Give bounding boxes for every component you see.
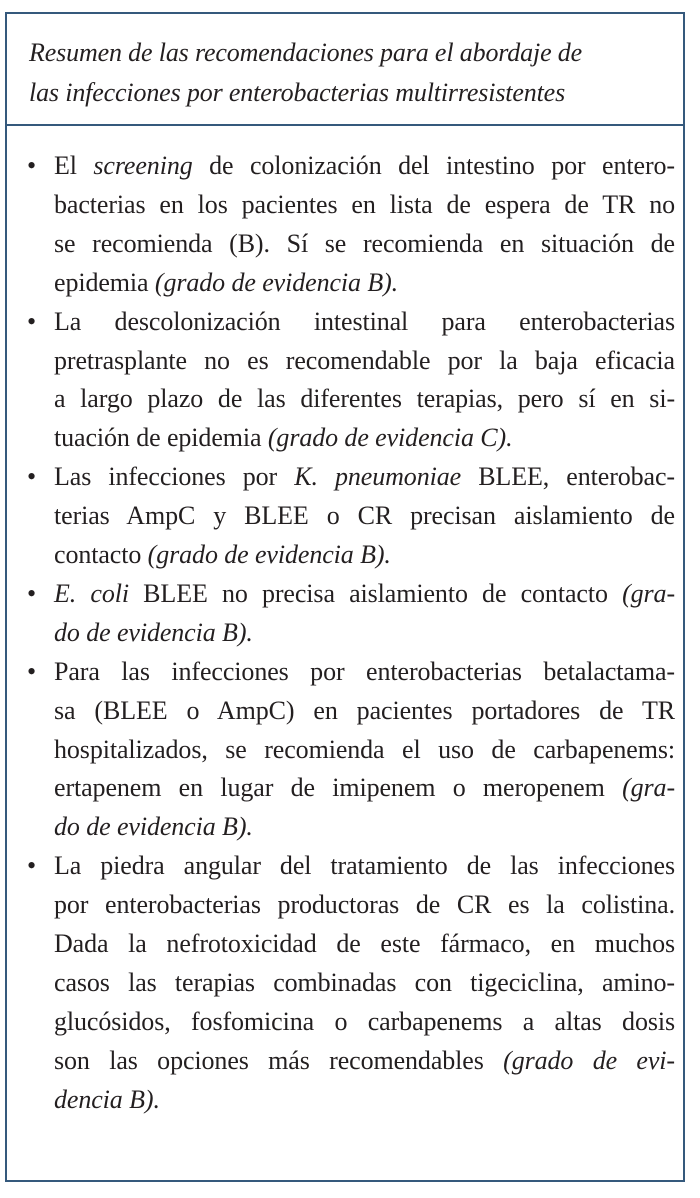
recommendation-line [54, 578, 675, 608]
box-title-line-1: Resumen de las recomendaciones para el abordaje de [29, 38, 583, 67]
recommendation-line [54, 306, 675, 336]
box-title-line-2: las infecciones por enterobacterias multirresistentes [29, 78, 566, 107]
bullet-marker: • [27, 578, 37, 608]
recommendation-line [54, 1045, 675, 1075]
recommendation-line [54, 542, 391, 568]
body-text: Para las infecciones por enterobacterias betalactama- [54, 656, 675, 686]
recommendation-line [54, 1084, 160, 1114]
body-text: bacterias en los pacientes en lista de espera de TR no [54, 189, 675, 219]
body-text: La descolonización intestinal para enterobacterias [54, 306, 675, 336]
recommendation-line [54, 967, 675, 997]
body-text: por enterobacterias productoras de CR es la colistina. [54, 890, 675, 920]
emphasis-text: do de evidencia B). [54, 617, 253, 647]
recommendation-line [54, 814, 253, 840]
recommendation-line [54, 775, 675, 801]
body-text: La piedra angular del tratamiento de las infecciones [54, 851, 675, 881]
body-text: epidemia [54, 267, 155, 297]
emphasis-text: (grado de evidencia B). [147, 540, 391, 569]
recommendation-line [54, 931, 675, 957]
body-text: pretrasplante no es recomendable por la baja eficacia [54, 345, 675, 375]
emphasis-text: (grado de evidencia B). [154, 267, 399, 297]
emphasis-text: (grado de evi- [503, 1045, 675, 1075]
emphasis-text: K. pneumoniae [294, 462, 462, 492]
recommendation-line [54, 695, 675, 725]
recommendation-line [54, 153, 675, 179]
body-text: BLEE no precisa aislamiento de contacto [128, 578, 623, 608]
body-text: tuación de epidemia [54, 423, 268, 453]
body-text: se recomienda (B). Sí se recomienda en situación de [54, 228, 675, 258]
recommendation-line [54, 1006, 675, 1036]
recommendations-box [5, 12, 685, 1182]
recommendation-line [54, 345, 675, 375]
bullet-marker: • [27, 306, 37, 336]
bullet-marker: • [27, 851, 37, 881]
emphasis-text: (gra- [622, 773, 675, 803]
bullet-marker: • [27, 462, 37, 492]
body-text: de colonización del intestino por entero- [192, 151, 675, 180]
recommendation-line [54, 617, 253, 647]
recommendation-line [54, 189, 675, 219]
recommendation-line [54, 734, 675, 764]
emphasis-text: screening [93, 151, 193, 180]
recommendation-line [54, 503, 675, 529]
body-text: Las infecciones por [54, 462, 295, 492]
body-text: El [54, 151, 94, 180]
recommendation-line [54, 464, 675, 490]
recommendation-line [54, 267, 399, 297]
body-text: a largo plazo de las diferentes terapias, pero sí en si- [54, 384, 675, 414]
bullet-marker: • [27, 656, 37, 686]
body-text: ertapenem en lugar de imipenem o meropenem [54, 773, 623, 803]
emphasis-text: E. coli [54, 578, 129, 608]
recommendation-line [54, 853, 675, 879]
emphasis-text: (gra- [622, 578, 675, 608]
recommendation-line [54, 892, 675, 918]
recommendations-list [7, 14, 683, 1180]
recommendation-line [54, 425, 512, 451]
body-text: hospitalizados, se recomienda el uso de carbapenems: [54, 734, 675, 764]
bullet-marker: • [27, 151, 37, 180]
body-text: glucósidos, fosfomicina o carbapenems a altas dosis [54, 1006, 675, 1036]
emphasis-text: do de evidencia B). [54, 812, 253, 842]
body-text: son las opciones más recomendables [54, 1045, 504, 1075]
body-text: contacto [54, 540, 148, 569]
recommendation-line [54, 656, 675, 686]
recommendation-line [54, 386, 675, 412]
recommendation-line [54, 228, 675, 258]
body-text: BLEE, enterobac- [461, 462, 675, 492]
emphasis-text: (grado de evidencia C). [267, 423, 513, 453]
body-text: Dada la nefrotoxicidad de este fármaco, en muchos [54, 929, 675, 958]
emphasis-text: dencia B). [54, 1084, 160, 1114]
body-text: sa (BLEE o AmpC) en pacientes portadores de TR [54, 695, 675, 725]
body-text: casos las terapias combinadas con tigeciclina, amino- [54, 967, 675, 997]
body-text: terias AmpC y BLEE o CR precisan aislamiento de [54, 501, 675, 531]
